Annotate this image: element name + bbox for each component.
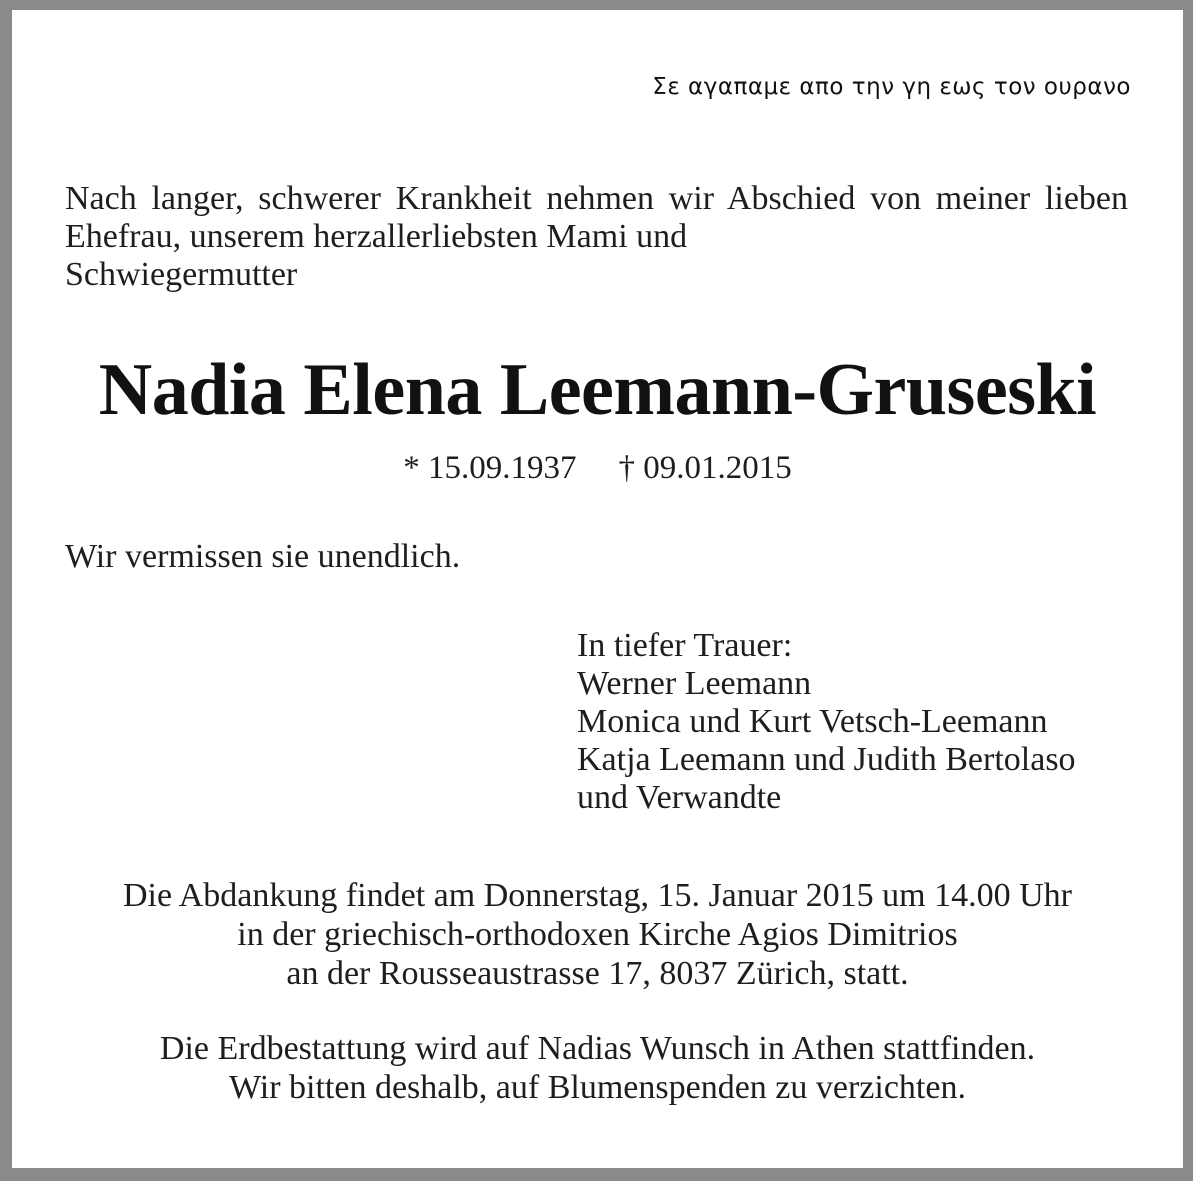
- mourners-block: [577, 627, 1076, 817]
- service-info: [12, 876, 1183, 993]
- obituary-page: [12, 10, 1183, 1168]
- intro-text-last: Schwiegermutter: [65, 256, 298, 293]
- deceased-name: Nadia Elena Leemann-Gruseski: [98, 349, 1097, 431]
- service-line: an der Rousseaustrasse 17, 8037 Zürich, statt.: [286, 955, 909, 992]
- mourner-name: und Verwandte: [577, 779, 782, 816]
- life-dates: [12, 450, 1183, 487]
- service-line: Die Abdankung findet am Donnerstag, 15. Januar 2015 um 14.00 Uhr: [123, 877, 1072, 914]
- mourner-name: Monica und Kurt Vetsch-Leemann: [577, 703, 1048, 740]
- miss-text: Wir vermissen sie unendlich.: [65, 538, 461, 575]
- greek-motto: Σε αγαπαμε απο την γη εως τον ουρανο: [652, 74, 1131, 100]
- death-date: † 09.01.2015: [618, 450, 792, 486]
- mourner-name: Katja Leemann und Judith Bertolaso: [577, 741, 1076, 778]
- mourner-name: Werner Leemann: [577, 665, 812, 702]
- intro-paragraph: [65, 180, 1128, 294]
- burial-info: [12, 1029, 1183, 1107]
- burial-line: Wir bitten deshalb, auf Blumenspenden zu verzichten.: [229, 1069, 966, 1106]
- intro-text: Nach langer, schwerer Krankheit nehmen wir Abschied von meiner lieben Ehefrau, unserem herzallerliebsten Mami und: [65, 180, 1128, 255]
- birth-date: * 15.09.1937: [403, 450, 577, 486]
- mourners-heading: In tiefer Trauer:: [577, 627, 793, 664]
- service-line: in der griechisch-orthodoxen Kirche Agios Dimitrios: [237, 916, 958, 953]
- burial-line: Die Erdbestattung wird auf Nadias Wunsch in Athen stattfinden.: [159, 1030, 1036, 1067]
